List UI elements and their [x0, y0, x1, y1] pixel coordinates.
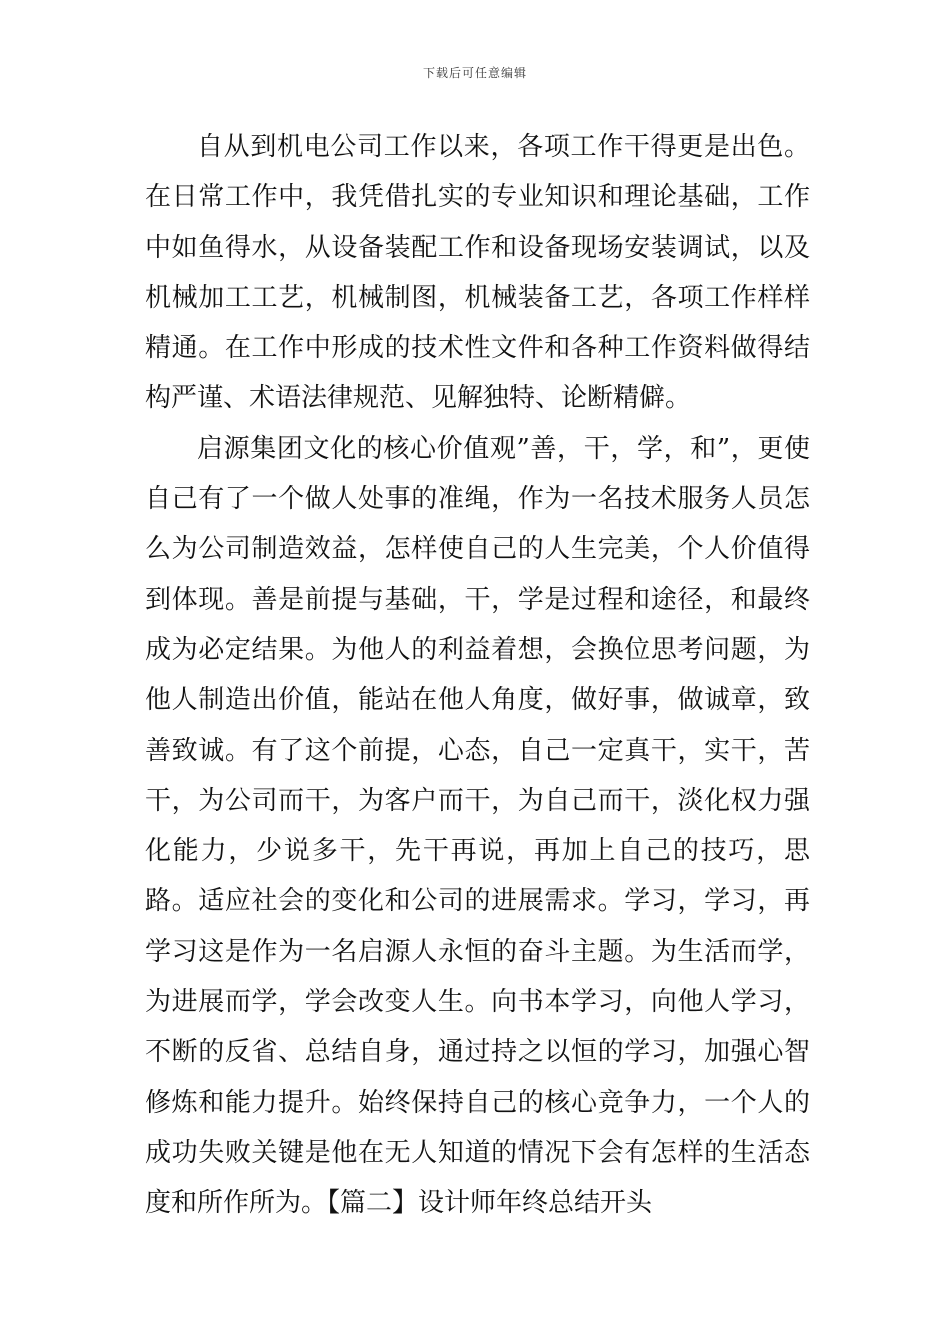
paragraph-1: 自从到机电公司工作以来，各项工作干得更是出色。在日常工作中，我凭借扎实的专业知识和理论基础，工作中如鱼得水，从设备装配工作和设备现场安装调试，以及机械加工工艺，机械制图，机械装备工艺，各项工作样样精通。在工作中形成的技术性文件和各种工作资料做得结构严谨、术语法律规范、见解独特、论断精僻。 [145, 132, 810, 414]
paragraph-2: 启源集团文化的核心价值观”善，干，学，和”，更使自己有了一个做人处事的准绳，作为一名技术服务人员怎么为公司制造效益，怎样使自己的人生完美，个人价值得到体现。善是前提与基础，干，学是过程和途径，和最终成为必定结果。为他人的利益着想，会换位思考问题，为他人制造出价值，能站在他人角度，做好事，做诚章，致善致诚。有了这个前提，心态，自己一定真干，实干，苦干，为公司而干，为客户而干，为自己而干，淡化权力强化能力，少说多干，先干再说，再加上自己的技巧，思路。适应社会的变化和公司的进展需求。学习，学习，再学习这是作为一名启源人永恒的奋斗主题。为生活而学，为进展而学，学会改变人生。向书本学习，向他人学习，不断的反省、总结自身，通过持之以恒的学习，加强心智修炼和能力提升。始终保持自己的核心竞争力，一个人的成功失败关键是他在无人知道的情况下会有怎样的生活态度和所作所为。【篇二】设计师年终总结开头 [145, 433, 810, 1219]
document-body [145, 122, 810, 1229]
page-header: 下载后可任意编辑 [422, 66, 527, 80]
